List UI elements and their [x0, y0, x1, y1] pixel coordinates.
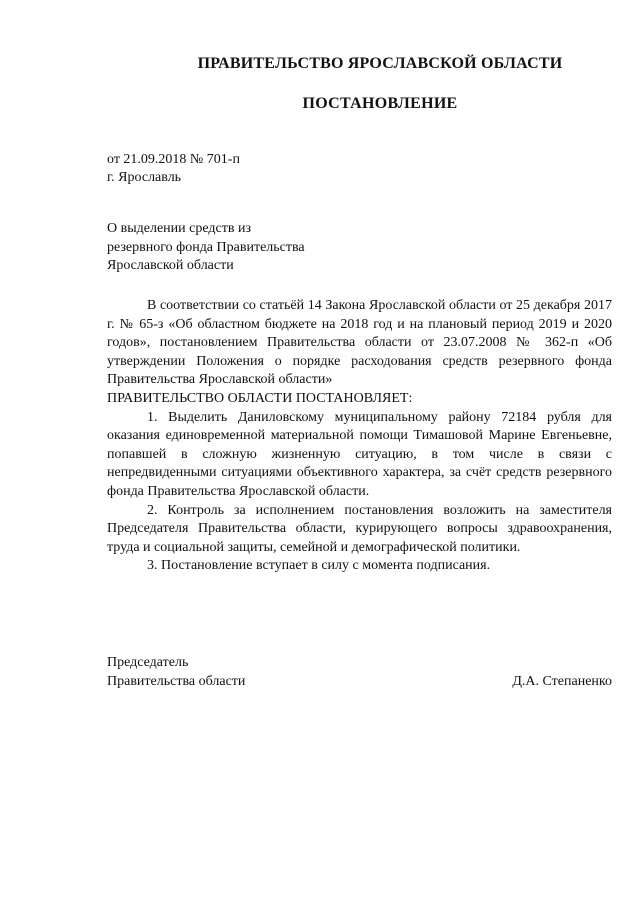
signatory-position-line1: Председатель	[107, 655, 189, 670]
decree-item-2: 2. Контроль за исполнением постановления возложить на заместителя Председателя Правительства области, курирующего вопросы здравоохранения, труда и социальной защиты, семейной и демографической политики.	[107, 502, 612, 555]
decree-statement: ПРАВИТЕЛЬСТВО ОБЛАСТИ ПОСТАНОВЛЯЕТ:	[107, 390, 413, 406]
subject-line: Ярославской области	[107, 258, 234, 273]
document-type-heading: ПОСТАНОВЛЕНИЕ	[302, 95, 458, 112]
government-title: ПРАВИТЕЛЬСТВО ЯРОСЛАВСКОЙ ОБЛАСТИ	[197, 55, 563, 72]
document-date-number: от 21.09.2018 № 701-п	[107, 152, 240, 167]
decree-item-1: 1. Выделить Даниловскому муниципальному району 72184 рубля для оказания единовременной материальной помощи Тимашовой Марине Евгеньевне, попавшей в сложную жизненную ситуацию, в том числе в связи с непредвиденными ситуациями объективного характера, за счёт средств резервного фонда Правительства Ярославской области.	[107, 409, 612, 499]
subject-line: резервного фонда Правительства	[107, 239, 305, 255]
signatory-name: Д.А. Степаненко	[512, 673, 612, 689]
decree-item-3: 3. Постановление вступает в силу с момента подписания.	[147, 558, 491, 574]
preamble-paragraph: В соответствии со статьёй 14 Закона Ярославской области от 25 декабря 2017 г. № 65-з «Об областном бюджете на 2018 год и на плановый период 2019 и 2020 годов», постановлением Правительства области от 23.07.2008 № 362-п «Об утверждении Положения о порядке расходования средств резервного фонда Правительства Ярославской области»	[107, 298, 612, 388]
subject-line: О выделении средств из	[107, 221, 251, 236]
signatory-position-line2: Правительства области	[107, 673, 246, 689]
document-subject	[107, 220, 367, 276]
signature-row	[107, 673, 612, 692]
document-city: г. Ярославль	[107, 170, 182, 185]
signature-block	[107, 654, 612, 691]
document-body	[107, 297, 612, 576]
